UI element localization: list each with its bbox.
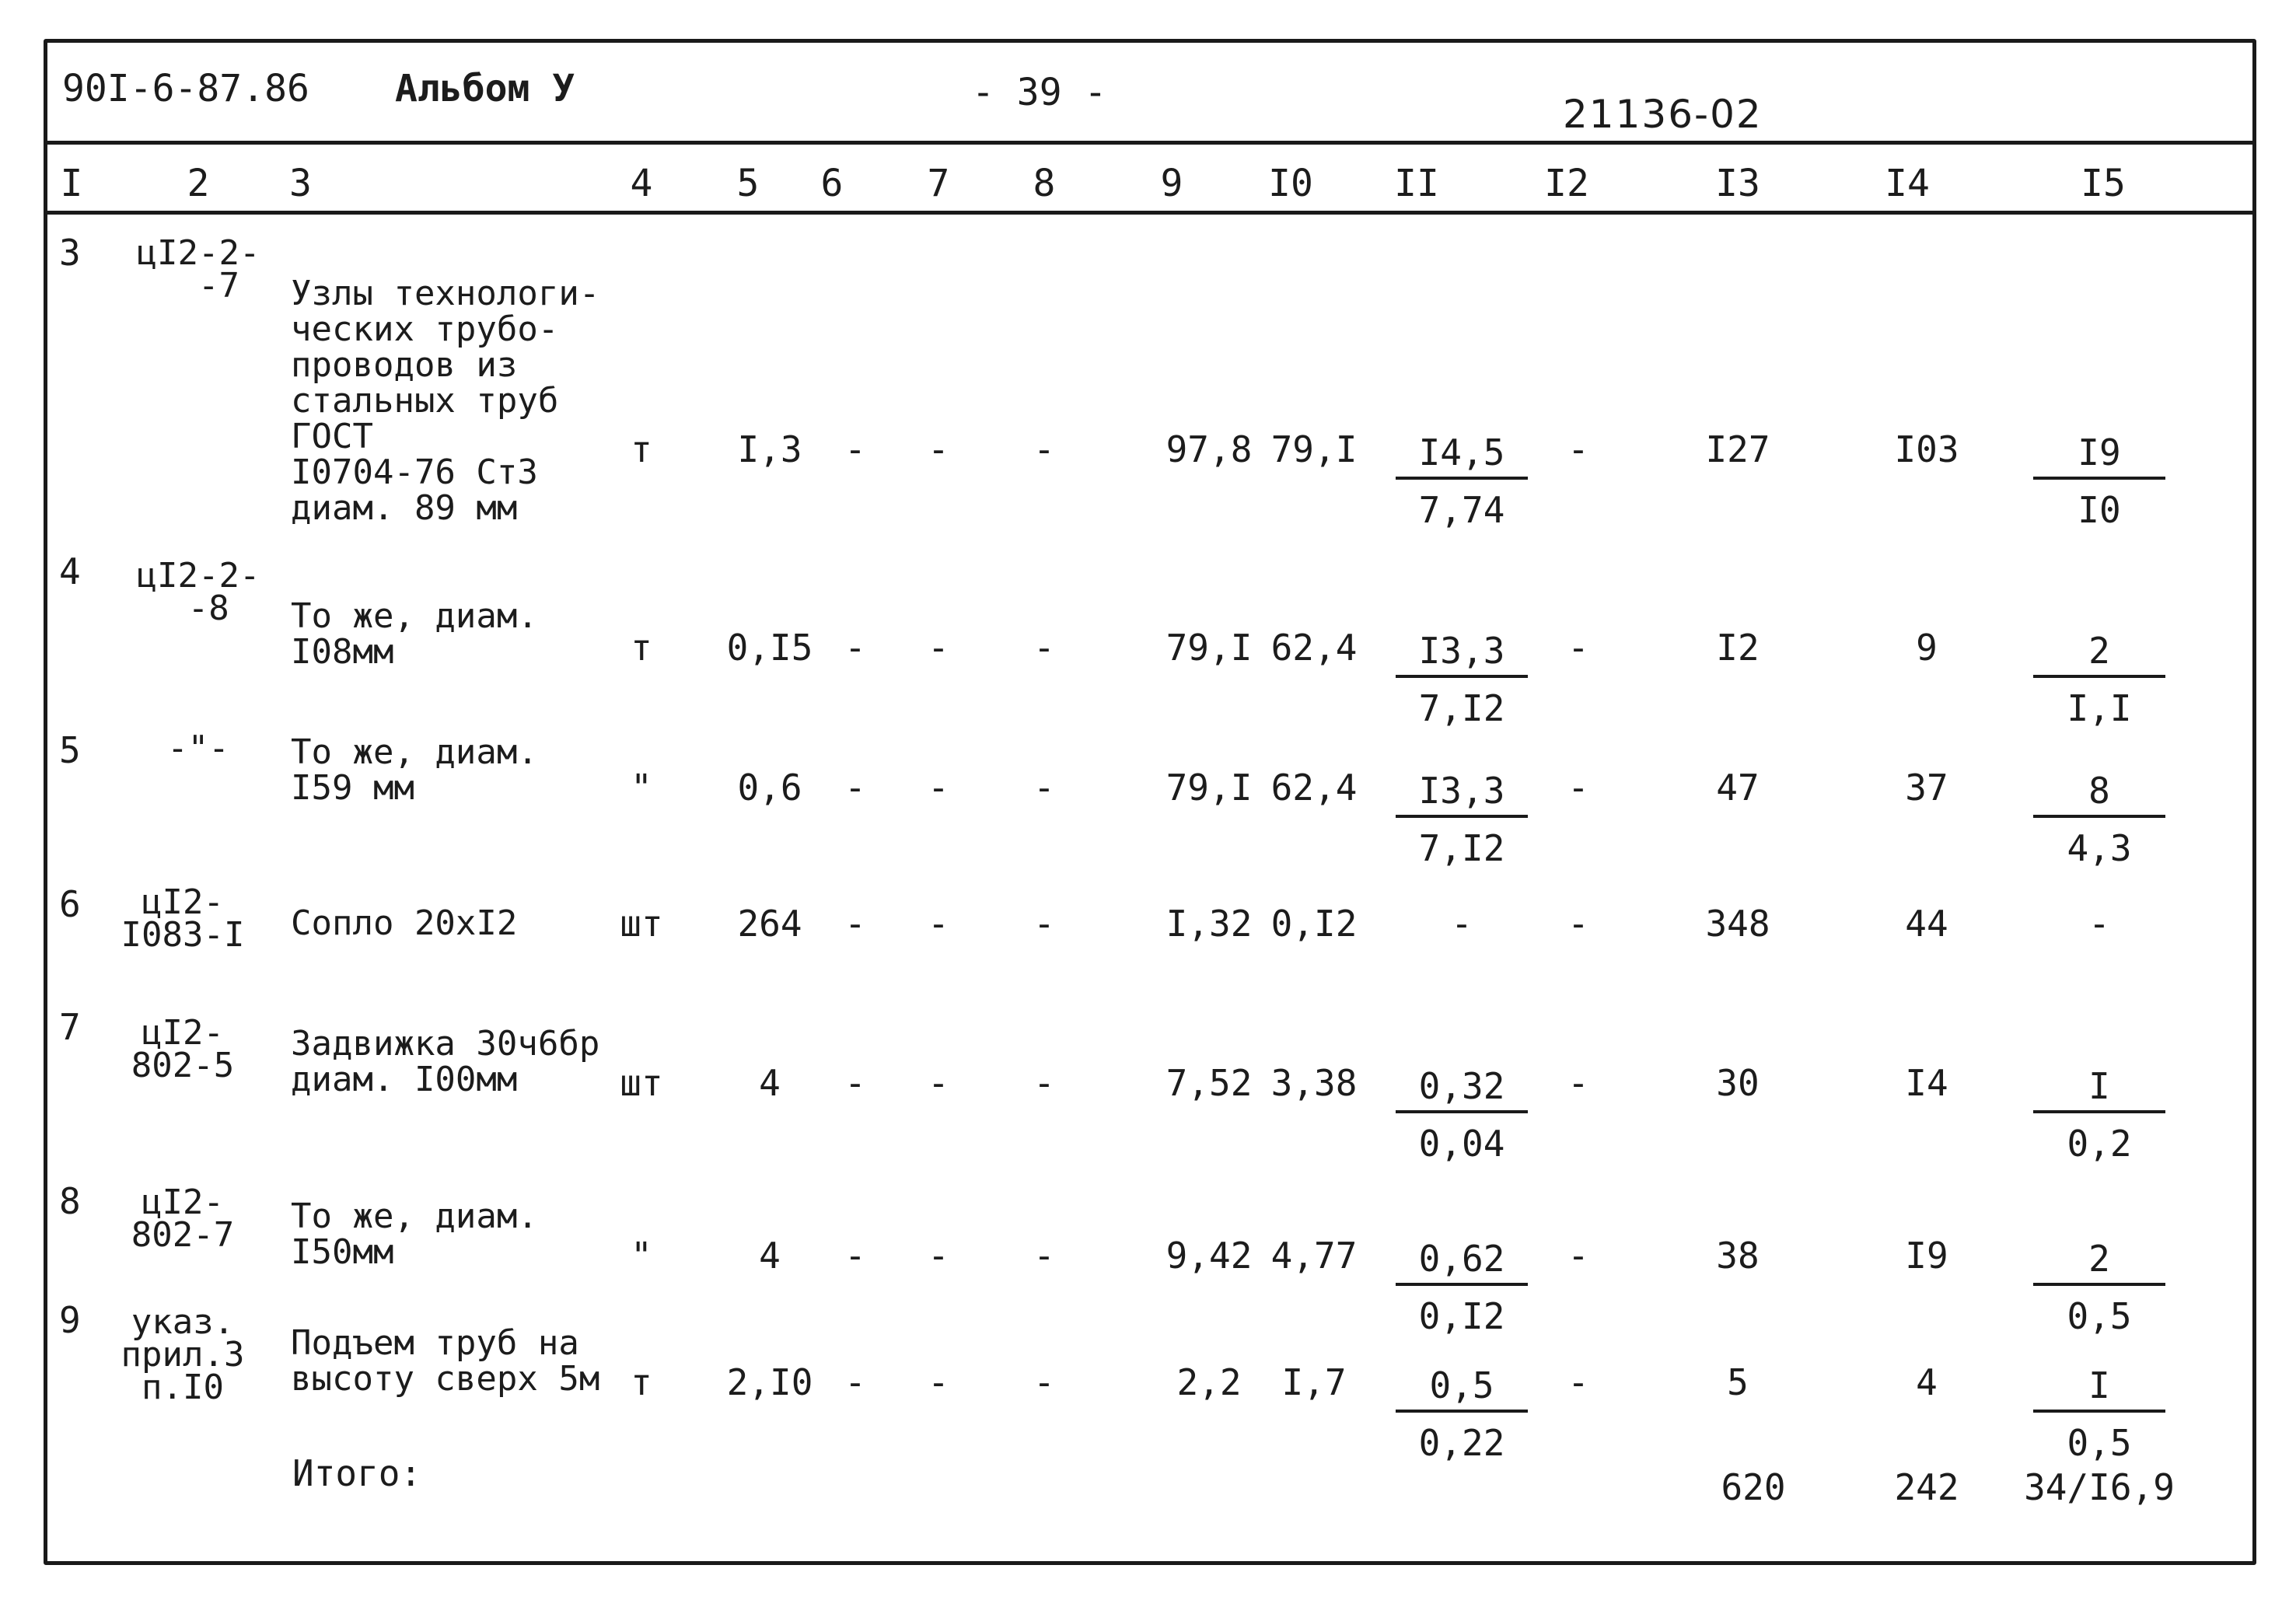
row-col-14: I4 [1905, 1062, 1948, 1104]
row-col-6: - [844, 627, 866, 669]
row-unit: шт [620, 1062, 663, 1104]
row-col-11-fraction [1396, 431, 1528, 531]
header-divider [47, 141, 2253, 145]
row-col-13: 38 [1716, 1235, 1760, 1277]
row-code: цI2- 802-5 [131, 1013, 235, 1085]
row-col-7: - [928, 903, 949, 945]
row-col-10: I,7 [1281, 1361, 1347, 1403]
fraction-denominator: 7,74 [1418, 489, 1505, 531]
total-col-15: 34/I6,9 [2024, 1466, 2175, 1508]
column-number-13: I3 [1715, 162, 1760, 205]
fraction-denominator: 0,I2 [1418, 1295, 1505, 1337]
column-number-2: 2 [187, 162, 210, 205]
row-col-9: I,32 [1165, 903, 1253, 945]
row-col-13: 47 [1716, 767, 1760, 809]
row-col-11: - [1451, 903, 1473, 945]
fraction-numerator: I4,5 [1396, 431, 1528, 480]
row-number: 5 [59, 729, 81, 771]
row-code: -"- [167, 728, 229, 768]
row-col-5: 4 [759, 1062, 781, 1104]
row-description: Узлы технологи- ческих трубо- проводов из стальных труб ГОСТ I0704-76 Ст3 диам. 89 мм [291, 274, 600, 528]
row-col-8: - [1033, 1235, 1055, 1277]
row-unit: т [631, 428, 652, 470]
column-number-7: 7 [927, 162, 950, 205]
row-col-9: 2,2 [1176, 1361, 1242, 1403]
row-col-5: 264 [737, 903, 802, 945]
row-col-8: - [1033, 1361, 1055, 1403]
row-col-15-fraction [2033, 1065, 2165, 1165]
row-col-5: 0,6 [737, 767, 802, 809]
row-description: Подъем труб на высоту сверх 5м [291, 1323, 600, 1399]
row-description: То же, диам. I08мм [291, 596, 538, 672]
row-col-12: - [1567, 627, 1589, 669]
row-col-6: - [844, 1361, 866, 1403]
row-description: Задвижка 30ч6бр диам. I00мм [291, 1024, 600, 1099]
fraction-denominator: 0,2 [2067, 1123, 2132, 1165]
row-col-7: - [928, 428, 949, 470]
row-col-9: 79,I [1165, 767, 1253, 809]
column-number-1: I [60, 162, 83, 205]
row-col-6: - [844, 903, 866, 945]
fraction-denominator: I0 [2078, 489, 2121, 531]
fraction-numerator: 2 [2033, 630, 2165, 678]
row-col-7: - [928, 767, 949, 809]
row-description: То же, диам. I50мм [291, 1197, 538, 1272]
row-unit: шт [620, 903, 663, 945]
row-col-10: 62,4 [1270, 767, 1358, 809]
fraction-numerator: I9 [2033, 431, 2165, 480]
row-col-11-fraction [1396, 630, 1528, 729]
row-col-12: - [1567, 1235, 1589, 1277]
row-col-8: - [1033, 1062, 1055, 1104]
row-col-5: 0,I5 [726, 627, 813, 669]
row-unit: " [631, 767, 652, 809]
row-col-14: I03 [1894, 428, 1959, 470]
row-col-15-fraction [2033, 1238, 2165, 1337]
row-col-15-fraction [2033, 770, 2165, 869]
column-number-6: 6 [820, 162, 844, 205]
row-col-14: I9 [1905, 1235, 1948, 1277]
fraction-denominator: 7,I2 [1418, 827, 1505, 869]
row-col-5: 2,I0 [726, 1361, 813, 1403]
row-description: То же, диам. I59 мм [291, 732, 538, 808]
row-col-9: 9,42 [1165, 1235, 1253, 1277]
row-number: 8 [59, 1180, 81, 1222]
row-col-14: 9 [1916, 627, 1938, 669]
row-col-7: - [928, 1361, 949, 1403]
row-col-12: - [1567, 767, 1589, 809]
row-col-7: - [928, 627, 949, 669]
column-number-9: 9 [1160, 162, 1183, 205]
row-col-13: I2 [1716, 627, 1760, 669]
album-title: Альбом У [395, 67, 575, 110]
row-col-11-fraction [1396, 770, 1528, 869]
row-col-12: - [1567, 428, 1589, 470]
row-col-6: - [844, 767, 866, 809]
column-number-11: II [1394, 162, 1439, 205]
fraction-numerator: I [2033, 1065, 2165, 1113]
stamp-number: 21136-02 [1563, 92, 1763, 137]
row-col-8: - [1033, 767, 1055, 809]
row-col-15-fraction [2033, 630, 2165, 729]
row-code: цI2-2- -8 [136, 556, 260, 628]
row-col-11-fraction [1396, 1065, 1528, 1165]
row-col-9: 97,8 [1165, 428, 1253, 470]
column-number-3: 3 [289, 162, 312, 205]
fraction-denominator: 4,3 [2067, 827, 2132, 869]
page-number: - 39 - [972, 71, 1107, 114]
row-col-6: - [844, 428, 866, 470]
row-col-15-fraction [2033, 431, 2165, 531]
row-code: цI2- I083-I [121, 882, 245, 955]
row-col-11-fraction [1396, 1238, 1528, 1337]
row-col-12: - [1567, 1361, 1589, 1403]
row-col-7: - [928, 1062, 949, 1104]
row-col-14: 37 [1905, 767, 1948, 809]
document-code: 90I-6-87.86 [62, 67, 309, 110]
fraction-denominator: 0,5 [2067, 1295, 2132, 1337]
fraction-denominator: 0,04 [1418, 1123, 1505, 1165]
fraction-numerator: 2 [2033, 1238, 2165, 1286]
row-col-10: 0,I2 [1270, 903, 1358, 945]
row-col-12: - [1567, 903, 1589, 945]
row-col-12: - [1567, 1062, 1589, 1104]
row-col-8: - [1033, 428, 1055, 470]
row-col-5: 4 [759, 1235, 781, 1277]
row-col-10: 62,4 [1270, 627, 1358, 669]
row-col-10: 4,77 [1270, 1235, 1358, 1277]
column-number-4: 4 [630, 162, 653, 205]
row-col-13: 348 [1705, 903, 1770, 945]
row-unit: т [631, 627, 652, 669]
row-col-6: - [844, 1062, 866, 1104]
column-number-12: I2 [1544, 162, 1589, 205]
fraction-denominator: 7,I2 [1418, 687, 1505, 729]
row-number: 9 [59, 1299, 81, 1341]
row-col-6: - [844, 1235, 866, 1277]
column-number-15: I5 [2081, 162, 2126, 205]
row-col-14: 44 [1905, 903, 1948, 945]
row-col-10: 3,38 [1270, 1062, 1358, 1104]
fraction-numerator: 0,5 [1396, 1364, 1528, 1413]
row-col-15-fraction [2033, 1364, 2165, 1464]
row-col-11-fraction [1396, 1364, 1528, 1464]
fraction-numerator: 8 [2033, 770, 2165, 818]
row-col-13: 30 [1716, 1062, 1760, 1104]
fraction-numerator: I3,3 [1396, 630, 1528, 678]
total-label: Итого: [292, 1452, 422, 1494]
row-unit: " [631, 1235, 652, 1277]
row-number: 4 [59, 550, 81, 592]
fraction-denominator: 0,22 [1418, 1422, 1505, 1464]
total-col-14: 242 [1894, 1466, 1959, 1508]
fraction-numerator: I [2033, 1364, 2165, 1413]
row-code: цI2-2- -7 [136, 233, 260, 306]
row-col-15: - [2088, 903, 2110, 945]
row-col-8: - [1033, 627, 1055, 669]
row-description: Сопло 20хI2 [291, 903, 518, 943]
row-number: 6 [59, 883, 81, 925]
row-col-13: I27 [1705, 428, 1770, 470]
row-code: указ. прил.3 п.I0 [121, 1302, 245, 1407]
column-number-5: 5 [736, 162, 760, 205]
row-col-10: 79,I [1270, 428, 1358, 470]
fraction-denominator: 0,5 [2067, 1422, 2132, 1464]
fraction-numerator: 0,32 [1396, 1065, 1528, 1113]
row-col-14: 4 [1916, 1361, 1938, 1403]
row-number: 7 [59, 1006, 81, 1048]
row-col-5: I,3 [737, 428, 802, 470]
row-code: цI2- 802-7 [131, 1183, 235, 1255]
row-col-8: - [1033, 903, 1055, 945]
row-number: 3 [59, 232, 81, 274]
row-col-9: 79,I [1165, 627, 1253, 669]
column-number-10: I0 [1268, 162, 1313, 205]
column-number-14: I4 [1885, 162, 1930, 205]
column-number-8: 8 [1033, 162, 1056, 205]
fraction-numerator: 0,62 [1396, 1238, 1528, 1286]
column-header-divider [47, 211, 2253, 215]
row-col-13: 5 [1727, 1361, 1749, 1403]
row-col-7: - [928, 1235, 949, 1277]
fraction-denominator: I,I [2067, 687, 2132, 729]
row-unit: т [631, 1361, 652, 1403]
fraction-numerator: I3,3 [1396, 770, 1528, 818]
row-col-9: 7,52 [1165, 1062, 1253, 1104]
total-col-13: 620 [1721, 1466, 1786, 1508]
